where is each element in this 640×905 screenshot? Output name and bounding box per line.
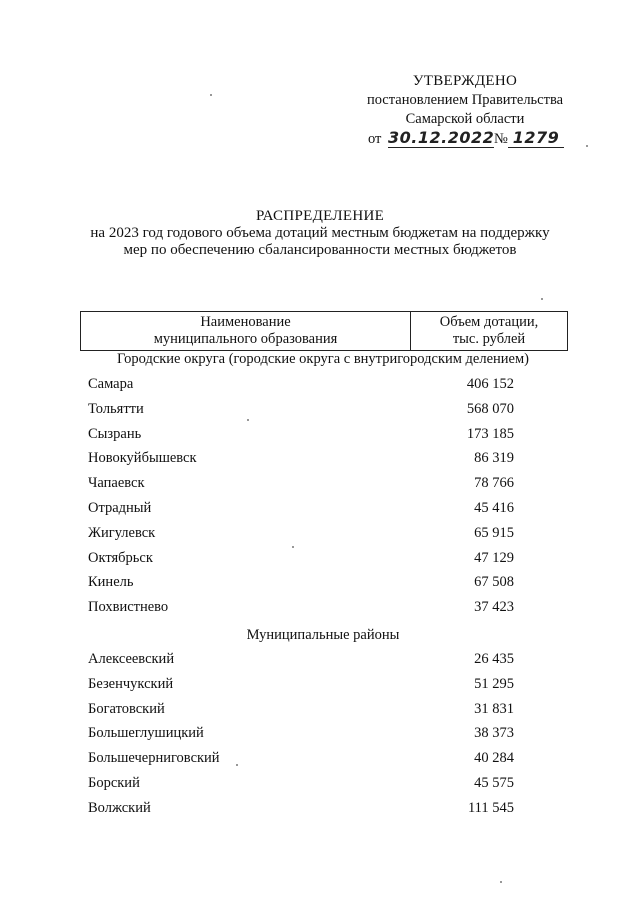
row-name: Богатовский <box>88 700 165 717</box>
row-value: 45 416 <box>474 499 514 516</box>
approval-line-1: постановлением Правительства <box>366 92 564 108</box>
scan-speck <box>247 419 249 421</box>
title-main: РАСПРЕДЕЛЕНИЕ <box>255 208 385 224</box>
scan-speck <box>210 94 212 96</box>
table-header <box>80 311 568 351</box>
row-name: Борский <box>88 774 140 791</box>
scan-speck <box>236 764 238 766</box>
row-value: 65 915 <box>474 524 514 541</box>
approval-stamp <box>350 72 580 150</box>
row-value: 86 319 <box>474 450 514 467</box>
row-value: 37 423 <box>474 599 514 616</box>
handwritten-date: 30.12.2022 <box>388 128 495 147</box>
header-amount-line-1: Объем дотации, <box>439 314 539 330</box>
districts-list <box>88 651 528 825</box>
row-value: 47 129 <box>474 549 514 566</box>
scan-speck <box>292 546 294 548</box>
table-row <box>88 500 528 525</box>
header-name-column <box>81 312 411 350</box>
row-name: Жигулевск <box>88 524 156 541</box>
table-row <box>88 725 528 750</box>
row-value: 568 070 <box>466 400 514 417</box>
scan-speck <box>500 881 502 883</box>
header-name-line-2: муниципального образования <box>153 331 338 347</box>
row-name: Алексеевский <box>88 651 175 667</box>
urban-list <box>88 376 528 624</box>
row-name: Отрадный <box>88 499 152 516</box>
row-name: Безенчукский <box>88 675 174 692</box>
table-row <box>88 376 528 401</box>
table-row <box>88 401 528 426</box>
approval-heading: УТВЕРЖДЕНО <box>412 73 518 89</box>
row-name: Чапаевск <box>88 475 145 492</box>
table-row <box>88 599 528 624</box>
row-name: Похвистнево <box>88 599 169 616</box>
handwritten-number: 1279 <box>508 128 564 148</box>
table-row <box>88 475 528 500</box>
row-value: 40 284 <box>474 750 514 767</box>
table-row <box>88 651 528 676</box>
table-row <box>88 775 528 800</box>
table-row <box>88 800 528 825</box>
table-row <box>88 450 528 475</box>
row-value: 78 766 <box>474 475 514 492</box>
document-title <box>0 208 640 259</box>
table-row <box>88 550 528 575</box>
title-line-2: мер по обеспечению сбалансированности местных бюджетов <box>123 242 517 258</box>
section-heading-districts: Муниципальные районы <box>246 627 400 643</box>
table-row <box>88 750 528 775</box>
row-value: 31 831 <box>474 700 514 717</box>
scan-speck <box>541 298 543 300</box>
header-amount-column <box>411 312 567 350</box>
approval-date-line <box>350 129 580 150</box>
row-name: Большечерниговский <box>88 750 220 767</box>
row-value: 406 152 <box>466 376 514 392</box>
header-name-line-1: Наименование <box>200 314 291 330</box>
row-name: Волжский <box>88 799 151 816</box>
row-value: 45 575 <box>474 774 514 791</box>
scan-speck <box>586 145 588 147</box>
row-name: Октябрьск <box>88 549 153 566</box>
row-name: Тольятти <box>88 400 144 417</box>
section-heading-urban: Городские округа (городские округа с внутригородским делением) <box>117 351 529 367</box>
row-value: 67 508 <box>474 574 514 591</box>
number-prefix: № <box>494 131 508 147</box>
row-name: Большеглушицкий <box>88 725 204 742</box>
approval-line-2: Самарской области <box>405 111 525 127</box>
title-line-1: на 2023 год годового объема дотаций местным бюджетам на поддержку <box>90 225 550 241</box>
row-name: Кинель <box>88 574 134 591</box>
row-value: 51 295 <box>474 675 514 692</box>
row-name: Сызрань <box>88 425 142 442</box>
table-row <box>88 574 528 599</box>
row-value: 111 545 <box>467 799 514 816</box>
row-value: 38 373 <box>474 725 514 742</box>
date-prefix: от <box>368 131 382 147</box>
table-row <box>88 676 528 701</box>
row-name: Самара <box>88 376 134 392</box>
header-amount-line-2: тыс. рублей <box>452 331 526 347</box>
row-value: 26 435 <box>474 651 514 667</box>
row-name: Новокуйбышевск <box>88 450 197 467</box>
row-value: 173 185 <box>466 425 514 442</box>
table-row <box>88 701 528 726</box>
table-row <box>88 525 528 550</box>
table-row <box>88 426 528 451</box>
